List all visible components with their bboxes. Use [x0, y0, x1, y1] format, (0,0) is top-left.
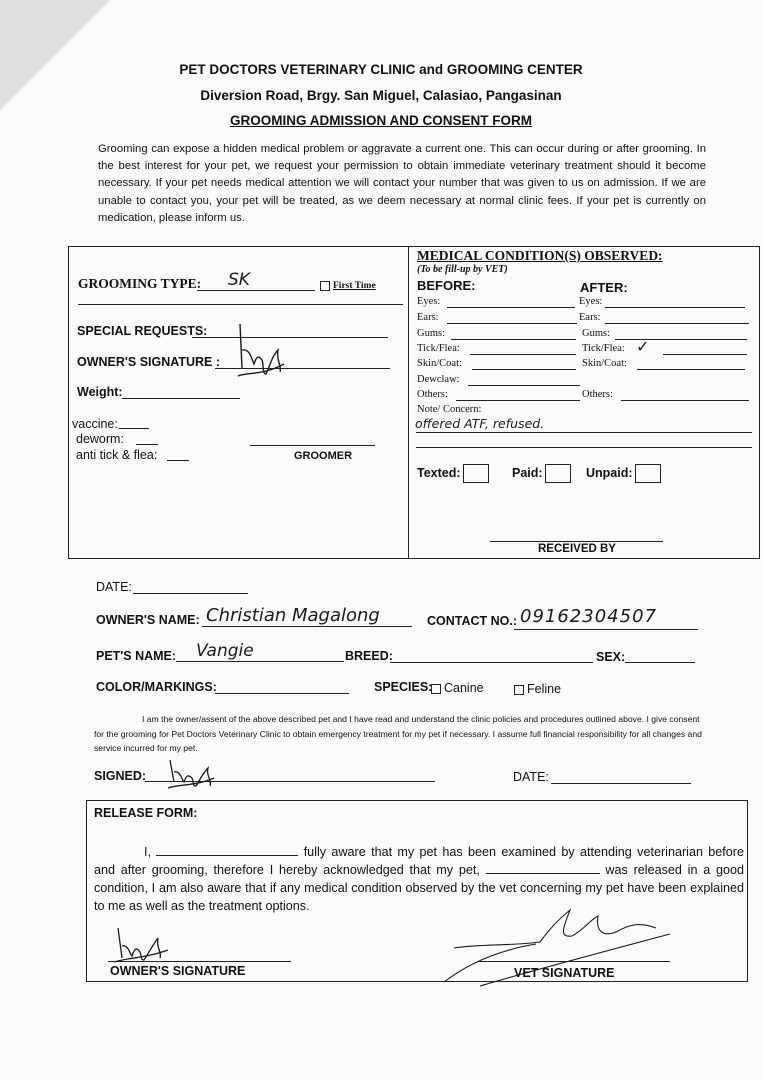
- groomer-label: GROOMER: [294, 450, 353, 462]
- weight-line[interactable]: [122, 398, 240, 399]
- after-label: AFTER:: [580, 280, 628, 295]
- after-item-label: Ears:: [579, 312, 601, 323]
- received-by-label: RECEIVED BY: [538, 543, 616, 555]
- before-item-label: Gums:: [417, 328, 446, 339]
- consent-paragraph: I am the owner/assent of the above described pet and I have read and understand the clinic policies and procedures outlined above. I give consent for the grooming for Pet Doctors Veterinary Clinic to obtain emergency treatment for my pet if necessary. I assume full financial responsibility for all changes and service incurred for my pet.: [94, 714, 702, 753]
- canine-label: Canine: [444, 681, 484, 695]
- release-title: RELEASE FORM:: [94, 806, 198, 820]
- first-time-label: First Time: [333, 281, 376, 292]
- unpaid-field[interactable]: [586, 464, 661, 483]
- release-owner-blank[interactable]: [156, 844, 298, 856]
- release-p-mid2: was released in a good condition, I am also aware that if any medical condition observed by the vet concerning my pet have been explained to me as well as the treatment options.: [94, 863, 745, 913]
- feline-option[interactable]: [514, 682, 561, 696]
- paid-box[interactable]: [545, 464, 571, 483]
- anti-tick-line[interactable]: [167, 460, 189, 461]
- received-by-line[interactable]: [490, 541, 663, 542]
- feline-box[interactable]: [514, 685, 524, 695]
- date-line[interactable]: [133, 593, 248, 594]
- after-item-label: Eyes:: [579, 296, 603, 307]
- after-item-label: Skin/Coat:: [582, 358, 627, 369]
- before-item-label: Ears:: [417, 312, 439, 323]
- release-owner-sig-label: OWNER'S SIGNATURE: [110, 964, 246, 978]
- sex-label: SEX:: [596, 650, 626, 664]
- clinic-address: Diversion Road, Brgy. San Miguel, Calasiao, Pangasinan: [200, 88, 562, 103]
- after-item-line[interactable]: [615, 339, 747, 340]
- release-owner-sig-line[interactable]: [108, 961, 291, 962]
- clinic-name: PET DOCTORS VETERINARY CLINIC and GROOMING CENTER: [179, 62, 583, 77]
- unpaid-label: Unpaid:: [586, 465, 633, 480]
- species-label: SPECIES:: [374, 680, 433, 694]
- color-label: COLOR/MARKINGS:: [96, 680, 217, 694]
- intro-paragraph: Grooming can expose a hidden medical problem or aggravate a current one. This can occur during or after grooming. In the best interest for your pet, we request your permission to obtain immediate veterinary treatment should it become necessary. If your pet needs medical attention we will contact your number that was given to us on admission. If we are unable to contact you, your pet will be treated, as we deem necessary at normal clinic fees. If your pet is currently on medication, please inform us.: [98, 143, 706, 224]
- grooming-medical-box: [68, 246, 760, 559]
- signed-date-label: DATE:: [513, 770, 549, 784]
- special-requests-line[interactable]: [192, 337, 388, 338]
- grooming-type-line: [197, 290, 315, 291]
- after-item-line[interactable]: [605, 323, 749, 324]
- vaccine-line[interactable]: [119, 428, 149, 429]
- groomer-signature-line[interactable]: [250, 445, 375, 446]
- before-item-label: Skin/Coat:: [417, 358, 462, 369]
- paid-field[interactable]: [512, 464, 571, 483]
- paid-label: Paid:: [512, 465, 543, 480]
- after-item-label: Gums:: [582, 328, 611, 339]
- after-item-line[interactable]: [637, 369, 745, 370]
- owner-signature-label: OWNER'S SIGNATURE :: [77, 355, 221, 369]
- signed-date-line[interactable]: [551, 783, 691, 784]
- signed-signature-scribble: [166, 756, 218, 790]
- unpaid-box[interactable]: [635, 464, 661, 483]
- first-time-box[interactable]: [320, 281, 330, 291]
- pet-name-label: PET'S NAME:: [96, 649, 177, 663]
- form-title: GROOMING ADMISSION AND CONSENT FORM: [230, 113, 532, 128]
- deworm-label: deworm:: [76, 432, 124, 446]
- before-item-line[interactable]: [451, 339, 576, 340]
- texted-box[interactable]: [463, 464, 489, 483]
- before-item-line[interactable]: [470, 354, 576, 355]
- before-item-line[interactable]: [447, 323, 577, 324]
- pet-name-value[interactable]: Vangie: [196, 641, 254, 661]
- owner-name-value[interactable]: Christian Magalong: [206, 605, 380, 626]
- after-item-line[interactable]: [605, 307, 745, 308]
- breed-label: BREED:: [345, 649, 393, 663]
- special-requests-label: SPECIAL REQUESTS:: [77, 324, 208, 338]
- contact-line: [514, 629, 698, 630]
- contact-value[interactable]: 09162304507: [520, 606, 657, 627]
- weight-label: Weight:: [77, 385, 123, 399]
- owner-name-label: OWNER'S NAME:: [96, 613, 200, 627]
- after-item-label: Tick/Flea:: [582, 343, 625, 354]
- deworm-line[interactable]: [136, 444, 158, 445]
- note-line-1: [416, 432, 752, 433]
- grooming-type-value[interactable]: SK: [228, 270, 250, 290]
- owner-signature-scribble: [232, 320, 288, 382]
- before-item-label: Tick/Flea:: [417, 343, 460, 354]
- note-line-2: [416, 447, 752, 448]
- before-item-line[interactable]: [447, 307, 575, 308]
- pet-name-line: [176, 661, 344, 662]
- after-item-label: Others:: [582, 389, 613, 400]
- grooming-type-extra-line: [78, 304, 403, 305]
- tick-flea-after-check: ✓: [636, 337, 650, 356]
- canine-option[interactable]: [431, 681, 484, 695]
- texted-label: Texted:: [417, 465, 461, 480]
- breed-line[interactable]: [390, 662, 593, 663]
- texted-field[interactable]: [417, 464, 489, 483]
- medical-title: MEDICAL CONDITION(S) OBSERVED:: [417, 248, 663, 263]
- after-item-line[interactable]: [621, 400, 749, 401]
- vaccine-label: vaccine:: [72, 417, 118, 431]
- release-p-mid1: fully aware that my pet has been examined by attending veterinarian before and after grooming, therefore I hereby acknowledged that my pet,: [94, 845, 745, 877]
- before-item-line[interactable]: [472, 369, 576, 370]
- grooming-type-label: GROOMING TYPE:: [78, 276, 202, 291]
- date-label: DATE:: [96, 580, 132, 594]
- release-owner-signature-scribble: [112, 924, 172, 964]
- before-item-line[interactable]: [456, 400, 580, 401]
- feline-label: Feline: [527, 682, 562, 696]
- note-label: Note/ Concern:: [417, 404, 482, 415]
- note-value[interactable]: offered ATF, refused.: [415, 416, 545, 431]
- canine-box[interactable]: [431, 684, 441, 694]
- before-item-label: Others:: [417, 389, 448, 400]
- box-divider: [408, 246, 409, 559]
- color-line[interactable]: [215, 693, 349, 694]
- contact-label: CONTACT NO.:: [427, 614, 518, 628]
- vet-sig-label: VET SIGNATURE: [514, 966, 615, 980]
- release-pet-blank[interactable]: [486, 862, 600, 874]
- anti-tick-label: anti tick & flea:: [76, 448, 158, 462]
- first-time-checkbox[interactable]: [320, 281, 376, 291]
- sex-line[interactable]: [625, 662, 695, 663]
- medical-subtitle: (To be fill-up by VET): [417, 264, 508, 275]
- owner-name-line: [202, 626, 412, 627]
- after-item-line[interactable]: [663, 354, 747, 355]
- vet-sig-line[interactable]: [477, 961, 670, 962]
- before-item-line[interactable]: [468, 385, 580, 386]
- signed-label: SIGNED:: [94, 769, 147, 783]
- before-item-label: Dewclaw:: [417, 374, 460, 385]
- release-p-start: I,: [144, 845, 151, 859]
- before-item-label: Eyes:: [417, 296, 441, 307]
- before-label: BEFORE:: [417, 278, 476, 293]
